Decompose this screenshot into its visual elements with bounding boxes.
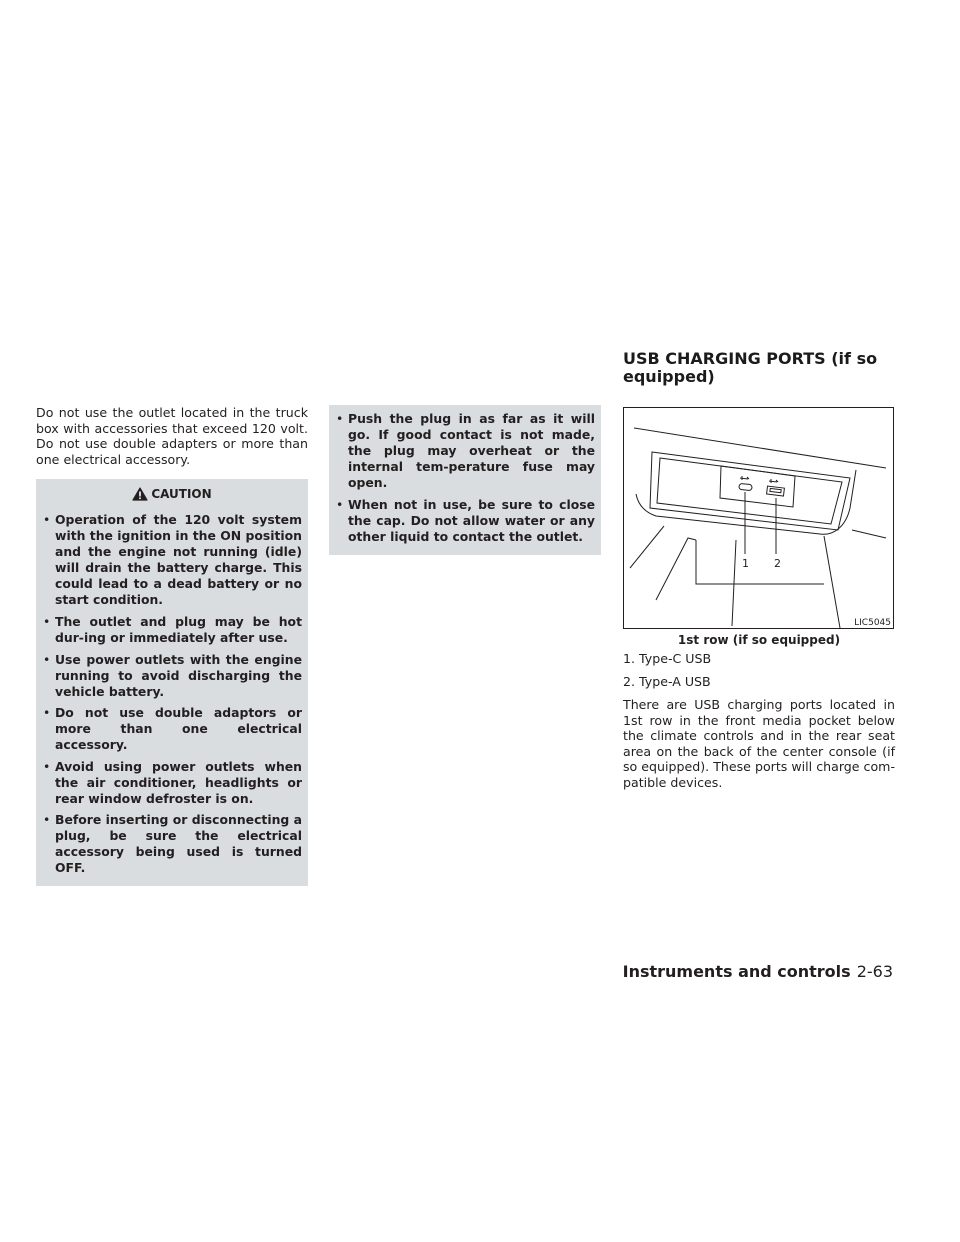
usb-ports-illustration [624,408,893,628]
caution-label: CAUTION [151,486,212,501]
caution-continued-box [329,405,601,555]
caution-item: • Before inserting or disconnecting a plug, be sure the electrical accessory being used is turned OFF. [42,812,302,876]
caution-heading [36,479,308,506]
callout-1: 1 [742,557,749,570]
caution-item: • Use power outlets with the engine running to avoid discharging the vehicle battery. [42,652,302,700]
page-footer [623,962,893,981]
list-item: 1. Type-C USB [623,651,712,666]
section-title: USB CHARGING PORTS (if so equipped) [623,349,878,386]
usb-ports-figure [623,407,894,629]
caution-continued-list [329,405,601,555]
caution-item: • When not in use, be sure to close the cap. Do not allow water or any other liquid to contact the outlet. [335,497,595,545]
intro-paragraph: Do not use the outlet located in the truck box with accessories that exceed 120 volt. Do not use double adapters or more than one electrical accessory. [36,405,308,467]
caution-item: • Operation of the 120 volt system with the ignition in the ON position and the engine not running (idle) will drain the battery charge. This could lead to a dead battery or no start condition. [42,512,302,608]
list-item: 2. Type-A USB [623,674,711,689]
caution-item: • Push the plug in as far as it will go. If good contact is not made, the plug may overheat or the internal tem-perature fuse may open. [335,411,595,491]
caution-box [36,479,308,886]
caution-item: • Do not use double adaptors or more than one electrical accessory. [42,705,302,753]
footer-section-name: Instruments and controls [622,962,851,981]
figure-code: LIC5045 [854,618,891,628]
callout-2: 2 [774,557,781,570]
left-column [36,405,308,886]
figure-caption: 1st row (if so equipped) [677,633,841,647]
caution-list [36,506,308,886]
caution-item: • The outlet and plug may be hot dur-ing or immediately after use. [42,614,302,646]
caution-item: • Avoid using power outlets when the air conditioner, headlights or rear window defroster is on. [42,759,302,807]
page-number: 2-63 [856,962,893,981]
usb-paragraph: There are USB charging ports located in 1st row in the front media pocket below the climate controls and in the rear seat area on the back of the center console (if so equipped). These ports will charge com-patible devices. [623,697,895,790]
warning-triangle-icon [132,487,148,501]
